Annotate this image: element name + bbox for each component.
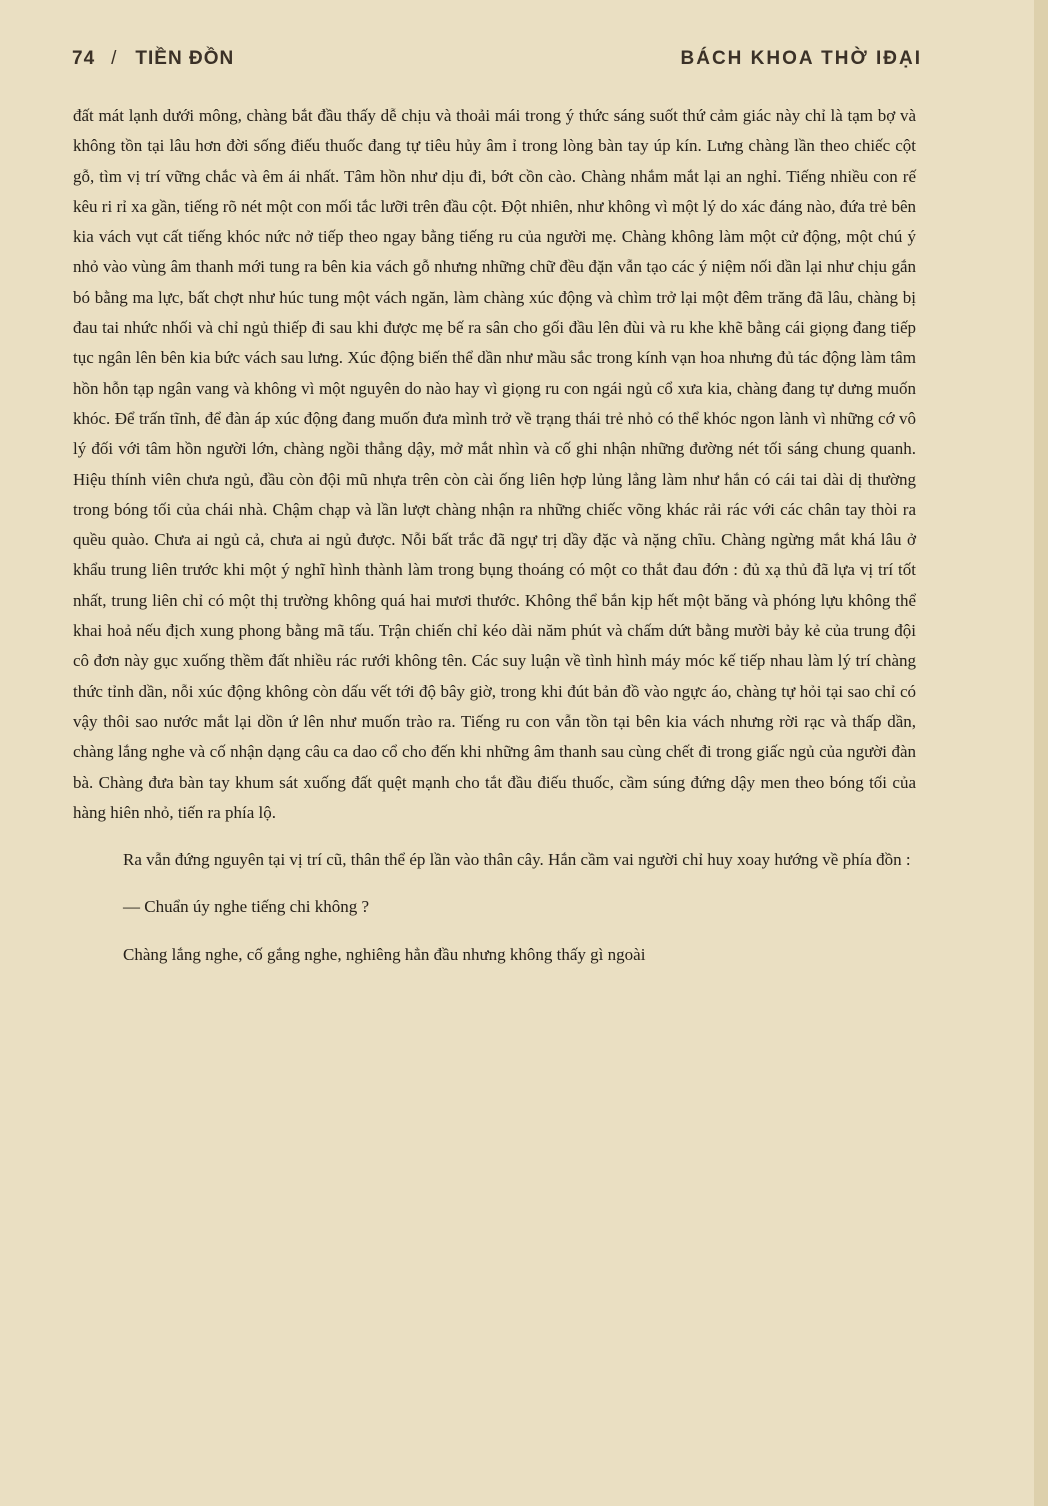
running-head	[72, 44, 922, 80]
paragraph-4: Chàng lắng nghe, cố gắng nghe, nghiêng hẳn đầu nhưng không thấy gì ngoài	[123, 944, 646, 964]
running-head-left	[72, 48, 234, 70]
body-text	[73, 101, 916, 970]
magazine-title: BÁCH KHOA THỜ IĐẠI	[680, 48, 922, 69]
header-separator: /	[111, 48, 118, 69]
paragraph-1: đất mát lạnh dưới mông, chàng bắt đầu thấy dễ chịu và thoải mái trong ý thức sáng suốt thứ cảm giác này chỉ là tạm bợ và không tồn tại lâu hơn đời sống điếu thuốc đang tự tiêu hủy âm ỉ trong lòng bàn tay úp kín. Lưng chàng lần theo chiếc cột gỗ, tìm vị trí vững chắc và êm ái nhất. Tâm hồn như dịu đi, bớt cồn cào. Chàng nhắm mắt lại an nghỉ. Tiếng nhiều con rế kêu ri rỉ xa gần, tiếng rõ nét một con mối tắc lưỡi trên đầu cột. Đột nhiên, như không vì một lý do xác đáng nào, đứa trẻ bên kia vách vụt cất tiếng khóc nức nở tiếp theo ngay bằng tiếng ru của người mẹ. Chàng không làm một cử động, một chú ý nhỏ vào vùng âm thanh mới tung ra bên kia vách gỗ nhưng những chữ đều đặn vẫn tạo các ý niệm nối dần lại như chịu gắn bó bằng ma lực, bất chợt như húc tung một vách ngăn, làm chàng xúc động và chìm trở lại một đêm trăng đã lâu, chàng bị đau tai nhức nhối và chỉ ngủ thiếp đi sau khi được mẹ bế ra sân cho gối đầu lên đùi và ru khe khẽ bằng cái giọng đang tiếp tục ngân lên bên kia bức vách sau lưng. Xúc động biến thể dần như mầu sắc trong kính vạn hoa nhưng đủ tác động làm tâm hồn hỗn tạp ngân vang và không vì một nguyên do nào hay vì giọng ru con ngái ngủ cổ xưa kia, chàng đang tự dưng muốn khóc. Để trấn tĩnh, để đàn áp xúc động đang muốn đưa mình trở về trạng thái trẻ nhỏ có thể khóc ngon lành vì những cớ vô lý đối với tâm hồn người lớn, chàng ngồi thẳng dậy, mở mắt nhìn và cố ghi nhận những đường nét tối sáng chung quanh. Hiệu thính viên chưa ngủ, đầu còn đội mũ nhựa trên còn cài ống liên hợp lủng lẳng làm như hắn có cái tai dài dị thường trong bóng tối của chái nhà. Chậm chạp và lần lượt chàng nhận ra những chiếc võng khác rải rác với các chân tay thòi ra quều quào. Chưa ai ngủ cả, chưa ai ngủ được. Nỗi bất trắc đã ngự trị dầy đặc và nặng chĩu. Chàng ngừng mắt khá lâu ở khẩu trung liên trước khi một ý nghĩ hình thành làm trong bụng thoáng có một co thắt đau đớn : đủ xạ thủ đã lựa vị trí tốt nhất, trung liên chỉ có một thị trường không quá hai mươi thước. Không thể bắn kịp hết một băng và phóng lựu không thể khai hoả nếu địch xung phong bằng mã tấu. Trận chiến chỉ kéo dài năm phút và chấm dứt bằng mười bảy kẻ của trung đội cô đơn này gục xuống thềm đất nhiều rác rưới không tên. Các suy luận về tình hình máy móc kế tiếp nhau làm lý trí chàng thức tỉnh dần, nỗi xúc động không còn dấu vết tới độ bây giờ, trong khi đút bản đồ vào ngực áo, chàng tự hỏi tại sao chỉ có vậy thôi sao nước mắt lại dồn ứ lên như muốn trào ra. Tiếng ru con vẫn tồn tại bên kia vách nhưng rời rạc và thấp dần, chàng lắng nghe và cố nhận dạng câu ca dao cổ cho đến khi những âm thanh sau cùng chết đi trong giấc ngủ của người đàn bà. Chàng đưa bàn tay khum sát xuống đất quệt mạnh cho tắt đầu điếu thuốc, cầm súng đứng dậy men theo bóng tối của hàng hiên nhỏ, tiến ra phía lộ.	[73, 106, 916, 822]
paragraph-2: Ra vẫn đứng nguyên tại vị trí cũ, thân thể ép lần vào thân cây. Hắn cầm vai người chỉ huy xoay hướng về phía đồn :	[123, 850, 911, 870]
section-title: TIỀN ĐỒN	[135, 48, 235, 69]
dialogue-line: — Chuẩn úy nghe tiếng chi không ?	[123, 897, 369, 917]
page-number: 74	[72, 48, 96, 69]
